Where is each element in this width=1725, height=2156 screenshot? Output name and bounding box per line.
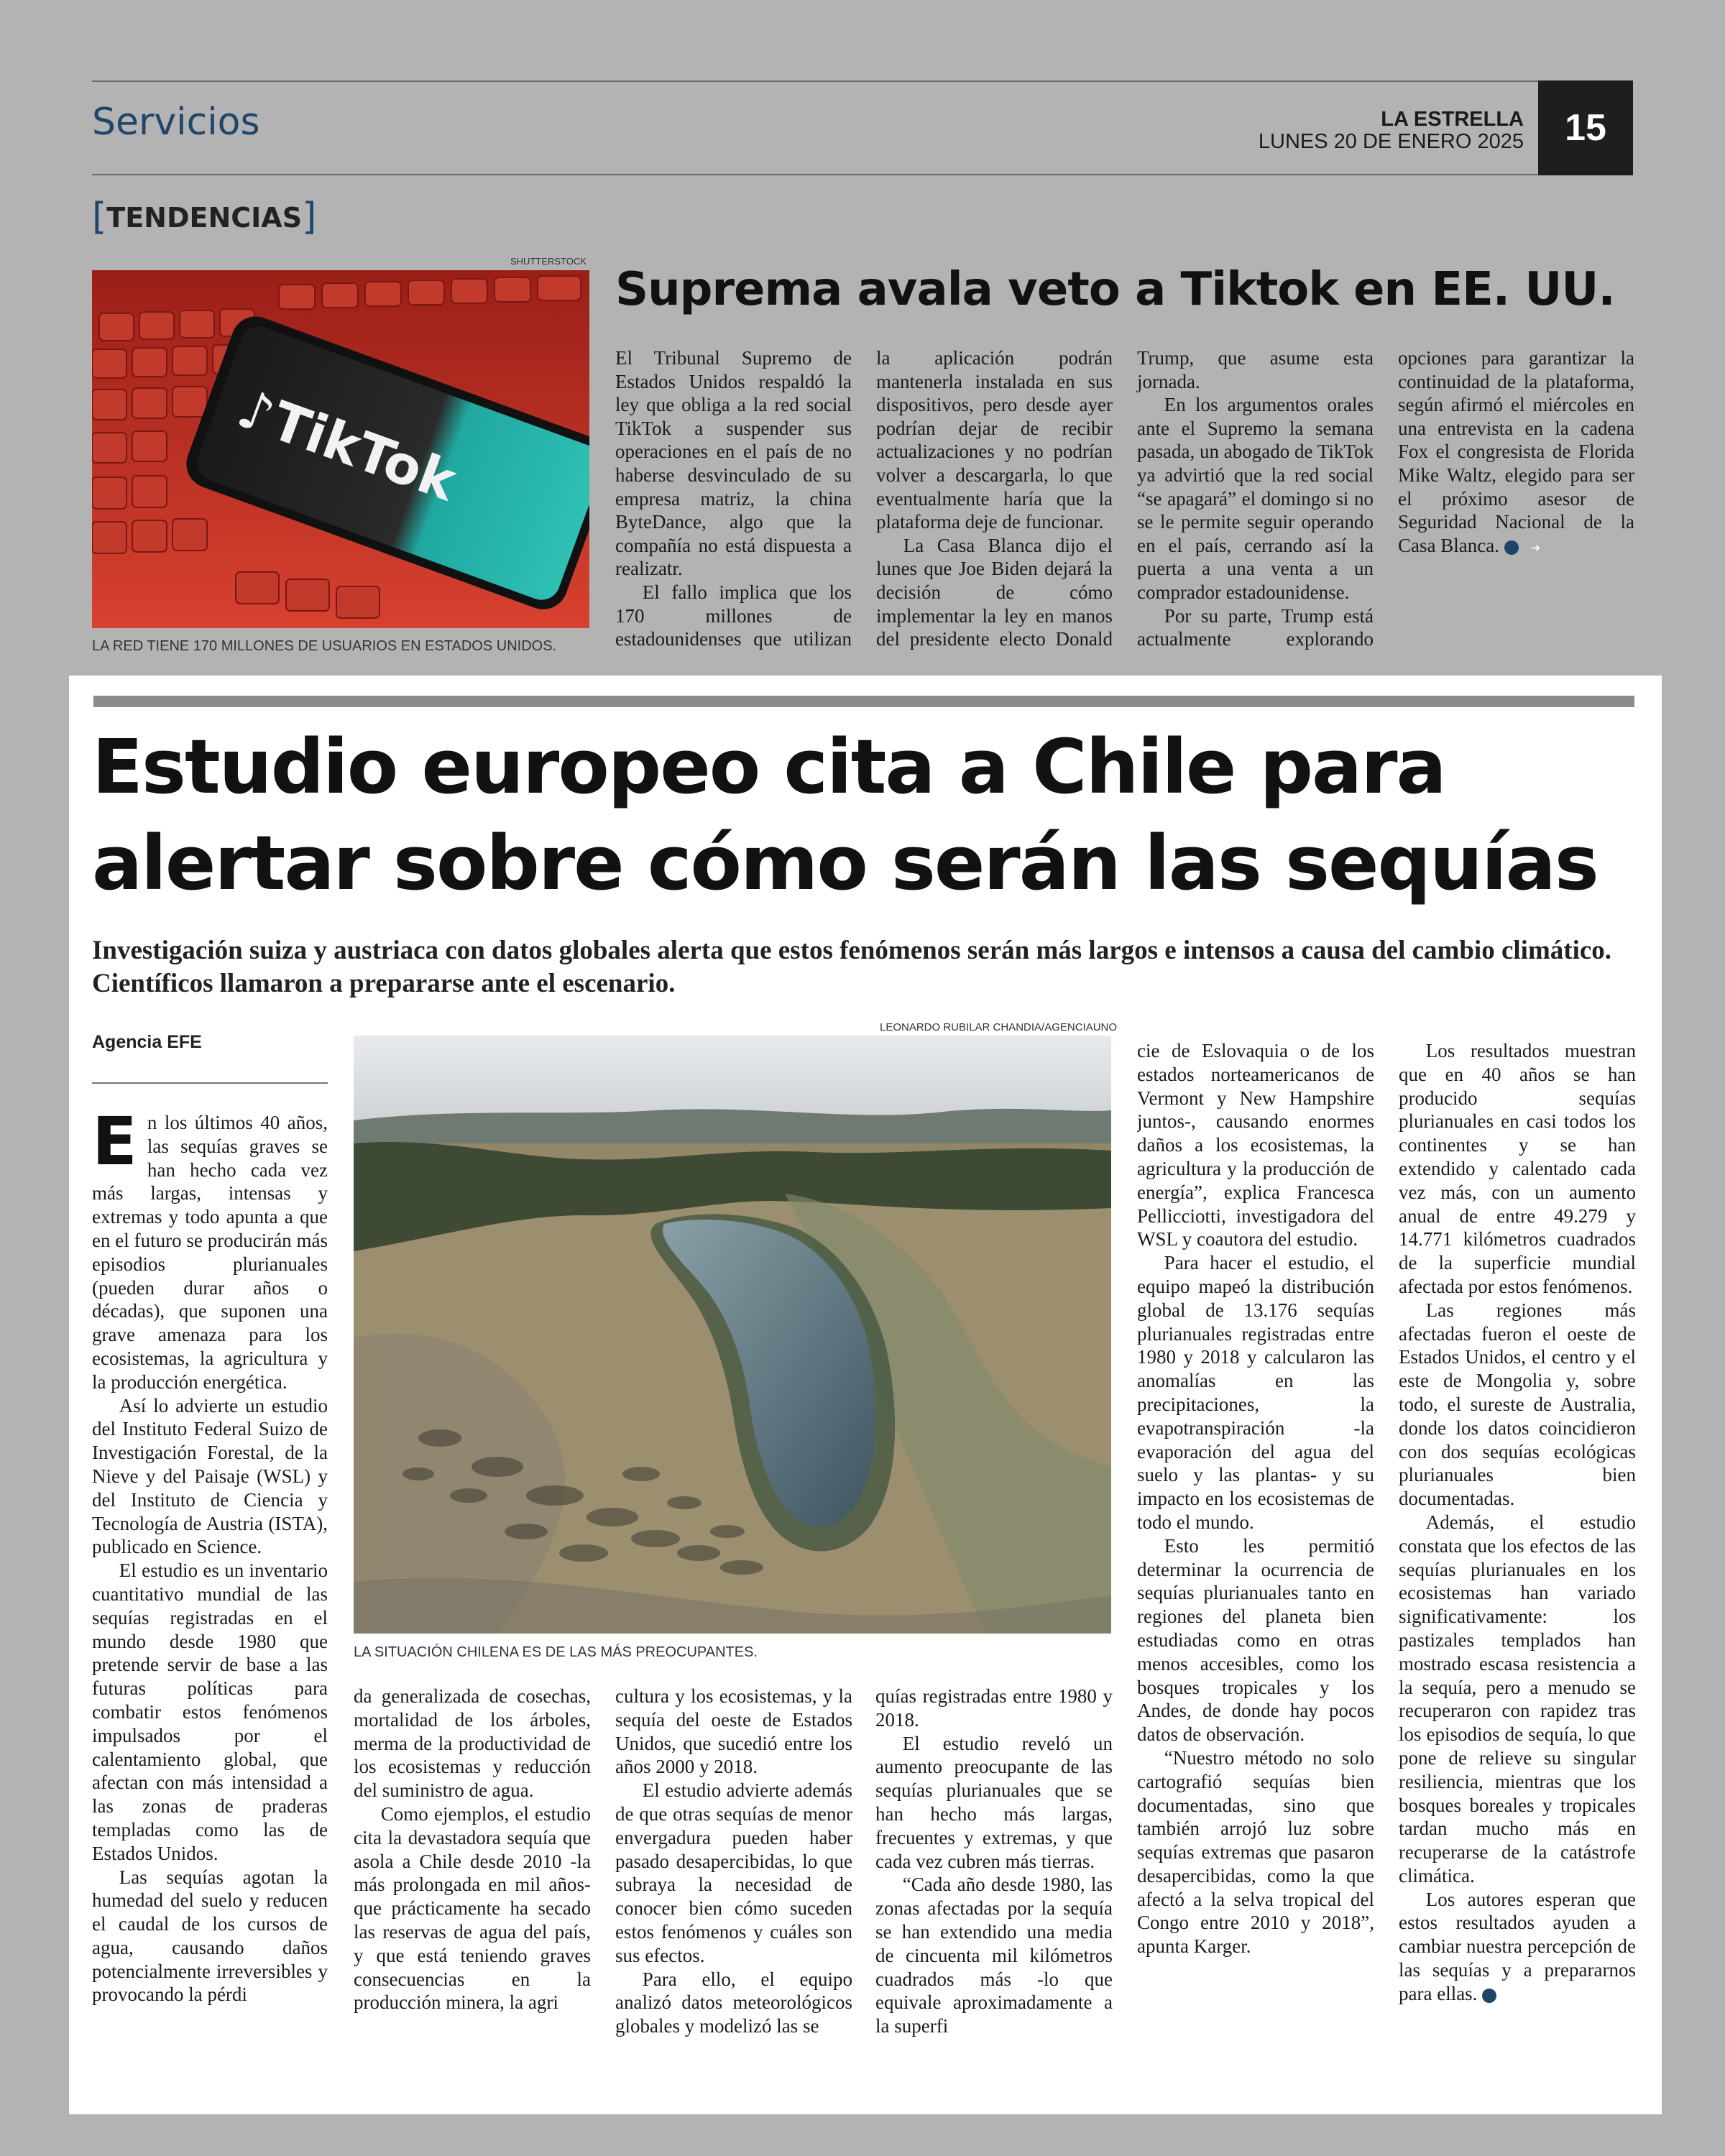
section-kicker [92,195,316,239]
article-paragraph: quías registradas entre 1980 y 2018. [875,1685,1113,1731]
drought-reservoir-illustration [354,1036,1111,1634]
article-paragraph: “Nuestro método no solo cartografió sequías bien documentadas, sino que también arrojó luz sobre sequías extremas que pasaron desapercibidas, como la que afectó a la selva tropical del Congo entre 2010 y 2018”, apunta Karger. [1137,1746,1374,1958]
bracket-close: ] [302,195,317,239]
photo-caption: LA RED TIENE 170 MILLONES DE USUARIOS EN ESTADOS UNIDOS. [92,638,557,654]
article-paragraph: Además, el estudio constata que los efectos de las sequías plurianuales en los ecosistemas han variado significativamente: los pastizales templados han mostrado escasa resistencia a la sequía, pero a menudo se recuperaron con rapidez tras los episodios de sequía, lo que pone de relieve su singular resiliencia, mientras que los bosques boreales y tropicales tardan mucho más en recuperarse de la catástrofe climática. [1399,1511,1636,1886]
tiktok-paragraph: El Tribunal Supremo de Estados Unidos respaldó la ley que obliga a la red social TikTok a suspender sus operaciones en el país de no haberse desvinculado de su empresa matriz, la china ByteDance, algo que la compañía no está dispuesta a realizatr. [615,347,852,580]
reservoir-photo [354,1036,1111,1634]
masthead [1259,109,1524,152]
photo-credit: SHUTTERSTOCK [510,256,586,267]
page-number: 15 [1538,80,1633,175]
top-rule [92,80,1538,82]
circle-arrow-icon: ➜ [1504,540,1519,555]
article-paragraph: Esto les permitió determinar la ocurrencia de sequías plurianuales tanto en regiones del planeta bien estudiadas como en otras menos accesibles, como los bosques tropicales y los Andes, de donde hay pocos datos de observación. [1137,1534,1374,1746]
article-paragraph: El estudio advierte además de que otras sequías de menor envergadura pueden haber pasado desapercibidas, lo que subraya la necesidad de conocer bien cómo suceden estos fenómenos y cuáles son sus efectos. [615,1779,852,1966]
article-paragraph: Como ejemplos, el estudio cita la devastadora sequía que asola a Chile desde 2010 -la más prolongada en mil años- que prácticamente ha secado las reservas de agua del país, y que está teniendo graves consecuencias en la producción minera, la agri [354,1802,591,2014]
article-paragraph: da generalizada de cosechas, mortalidad de los árboles, merma de la productividad de los ecosistemas y reducción del suministro de agua. [354,1685,591,1802]
tiktok-paragraph: El fallo implica que los 170 millones de estadounidenses que utilizan la aplicación podrán mantenerla instalada en sus dispositivos, pero desde ayer podrían dejar de recibir actualizaciones y no podrían volver a descargarla, lo que eventualmente haría que la plataforma deje de funcionar. [615,347,1113,650]
article-paragraph-text: Los autores esperan que estos resultados ayuden a cambiar nuestra percepción de las sequías y a prepararnos para ellas. [1399,1888,1636,2004]
kicker-label: TENDENCIAS [106,202,303,234]
svg-text:TikTok: TikTok [263,390,464,514]
article-paragraph: Los resultados muestran que en 40 años se han producido sequías plurianuales en casi todos los continentes y se han extendido y calentado cada vez más, con un aumento anual de entre 49.279 y 14.771 kilómetros cuadrados de la superficie mundial afectada por estos fenómenos. [1399,1040,1636,1297]
lead-text: n los últimos 40 años, las sequías graves se han hecho cada vez más largas, intensas y extremas y todo apunta a que en el futuro se producirán más episodios plurianuales (pueden durar años o décadas), que suponen una grave amenaza para los ecosistemas, la agricultura y la producción energética. [92,1112,328,1393]
tiktok-paragraph: En los argumentos orales ante el Supremo la semana pasada, un abogado de TikTok ya advirtió que la red social “se apagará” el domingo si no se le permite seguir operando en el país, cerrando así la puerta a una venta a un comprador estadounidense. [1137,394,1374,603]
article-paragraph: “Cada año desde 1980, las zonas afectadas por la sequía se han extendido una media de cincuenta mil kilómetros cuadrados más -lo que equivale aproximadamente a la superfi [875,1874,1113,2037]
circle-arrow-icon: ➜ [1482,1989,1496,2003]
issue-date: LUNES 20 DE ENERO 2025 [1258,130,1524,153]
article-paragraph: Así lo advierte un estudio del Instituto Federal Suizo de Investigación Forestal, de la Nieve y del Paisaje (WSL) y del Instituto de Ciencia y Tecnología de Austria (ISTA), publicado en Science. [92,1394,328,1558]
byline-rule [92,1082,328,1084]
tiktok-headline: Suprema avala veto a Tiktok en EE. UU. [615,263,1615,316]
headline-line-1: Estudio europeo cita a Chile para [92,723,1445,811]
paper-name: LA ESTRELLA [1381,108,1524,131]
article-paragraph: El estudio es un inventario cuantitativo mundial de las sequías registradas en el mundo desde 1980 que pretende servir de base a las futuras políticas para combatir estos fenómenos impulsados por el calentamiento global, que afectan con más intensidad a las zonas de praderas templadas como las de Estados Unidos. [92,1560,328,1864]
tiktok-body [615,346,1634,663]
article-column-1 [92,1111,328,2074]
headline-line-2: alertar sobre cómo serán las sequías [92,819,1598,907]
dropcap: E [92,1111,137,1180]
photo-caption: LA SITUACIÓN CHILENA ES DE LAS MÁS PREOCUPANTES. [354,1644,758,1660]
article-paragraph-last [1399,1888,1636,2006]
article-column-4 [875,1685,1113,2074]
main-headline [92,719,1637,911]
article-paragraph: Para ello, el equipo analizó datos meteorológicos globales y modelizó las se [615,1968,852,2037]
article-column-3 [615,1685,852,2074]
tiktok-photo [92,270,589,628]
section-name: Servicios [92,101,260,144]
tiktok-phone-illustration [92,270,589,628]
article-column-6 [1399,1039,1636,2074]
photo-credit: LEONARDO RUBILAR CHANDIA/AGENCIAUNO [880,1021,1118,1033]
lead-paragraph [92,1111,328,1394]
article-paragraph: Las sequías agotan la humedad del suelo y reducen el caudal de los cursos de agua, causando daños potencialmente irreversibles y provocando la pérdi [92,1866,328,2006]
article-paragraph: El estudio reveló un aumento preocupante de las sequías plurianuales que se han hecho más largas, frecuentes y extremas, y que cada vez cubren más tierras. [875,1732,1113,1872]
article-paragraph: Para hacer el estudio, el equipo mapeó la distribución global de 13.176 sequías plurianuales registradas entre 1980 y 2018 y calcularon las anomalías en las precipitaciones, la evapotranspiración -la evaporación del agua del suelo y las plantas- y su impacto en los ecosistemas de todo el mundo. [1137,1252,1374,1533]
tiktok-paragraph-text: Por su parte, Trump está actualmente explorando opciones para garantizar la continuidad de la plataforma, según afirmó el miércoles en una entrevista en la cadena Fox el congresista de Florida Mike Waltz, elegido para ser el próximo asesor de Seguridad Nacional de la Casa Blanca. [1137,347,1634,650]
header-rule [92,174,1538,175]
svg-text:♪: ♪ [229,377,283,448]
article-paragraph: cultura y los ecosistemas, y la sequía del oeste de Estados Unidos, que sucedió entre los años 2000 y 2018. [615,1685,852,1778]
article-column-2 [354,1685,591,2074]
article-paragraph: Las regiones más afectadas fueron el oeste de Estados Unidos, el centro y el este de Mongolia y, sobre todo, el sureste de Australia, donde los datos coincidieron con dos sequías ecológicas plurianuales bien documentadas. [1399,1299,1636,1510]
article-paragraph: cie de Eslovaquia o de los estados norteamericanos de Vermont y New Hampshire juntos-, causando enormes daños a los ecosistemas, la agricultura y la producción de energía”, explica Francesca Pellicciotti, investigadora del WSL y coautora del estudio. [1137,1040,1374,1250]
tiktok-paragraph: La Casa Blanca dijo el lunes que Joe Biden dejará la decisión de cómo implementar la ley en manos del presidente electo Donald Trump, que asume esta jornada. [876,347,1374,650]
deck: Investigación suiza y austriaca con datos globales alerta que estos fenómenos serán más largos e intensos a causa del cambio climático. Científicos llamaron a prepararse ante el escenario. [92,936,1612,998]
bracket-open: [ [92,195,107,239]
byline: Agencia EFE [92,1032,202,1052]
panel-rule [93,696,1634,707]
article-column-5 [1137,1039,1374,2074]
